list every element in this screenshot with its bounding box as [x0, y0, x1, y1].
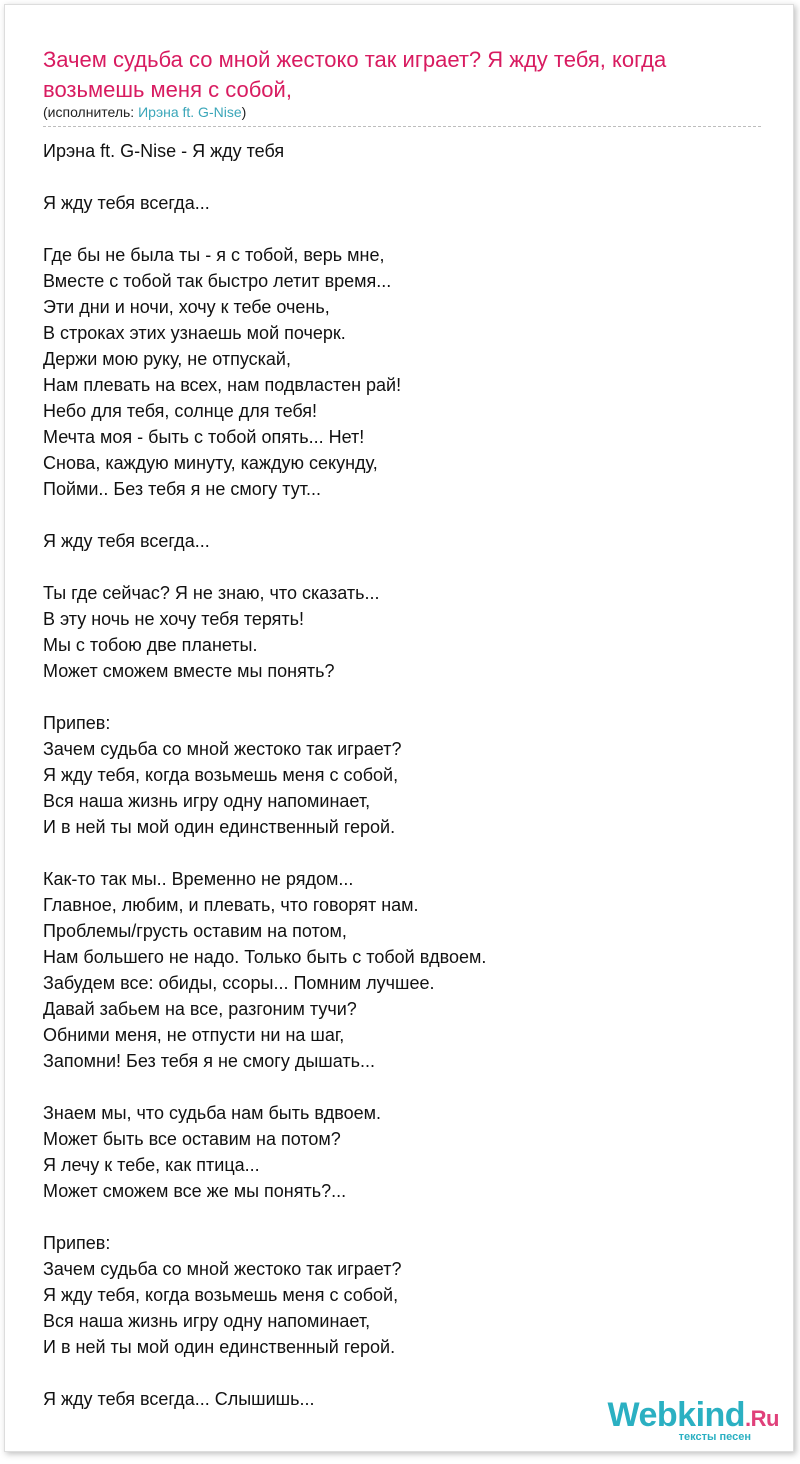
artist-line [43, 104, 246, 120]
lyric-line: Зачем судьба со мной жестоко так играет? [43, 739, 402, 759]
page-title: Зачем судьба со мной жестоко так играет? Я жду тебя, когда возьмешь меня с собой, [43, 47, 667, 102]
lyric-line [43, 164, 743, 190]
watermark-logo-tld: .Ru [745, 1406, 779, 1431]
lyrics-text [43, 138, 743, 1412]
lyric-line: Нам плевать на всех, нам подвластен рай! [43, 375, 402, 395]
lyric-line: Где бы не была ты - я с тобой, верь мне, [43, 245, 385, 265]
lyric-line: Может быть все оставим на потом? [43, 1129, 341, 1149]
lyric-line: Я жду тебя, когда возьмешь меня с собой, [43, 1285, 399, 1305]
lyric-line: И в ней ты мой один единственный герой. [43, 1337, 396, 1357]
lyric-line: Забудем все: обиды, ссоры... Помним лучшее. [43, 973, 435, 993]
lyric-line [43, 684, 743, 710]
lyric-line: Ирэна ft. G-Nise - Я жду тебя [43, 141, 285, 161]
lyric-line: Я лечу к тебе, как птица... [43, 1155, 260, 1175]
lyric-line: Я жду тебя, когда возьмешь меня с собой, [43, 765, 399, 785]
lyric-line: В строках этих узнаешь мой почерк. [43, 323, 346, 343]
watermark-logo-main: Webkind [607, 1396, 746, 1434]
lyric-line: И в ней ты мой один единственный герой. [43, 817, 396, 837]
lyric-line: Эти дни и ночи, хочу к тебе очень, [43, 297, 330, 317]
lyric-line: Знаем мы, что судьба нам быть вдвоем. [43, 1103, 381, 1123]
lyric-line [43, 840, 743, 866]
lyric-line: Как-то так мы.. Временно не рядом... [43, 869, 354, 889]
lyric-line: Вся наша жизнь игру одну напоминает, [43, 1311, 371, 1331]
lyric-line: Обними меня, не отпусти ни на шаг, [43, 1025, 345, 1045]
lyric-line: Я жду тебя всегда... Слышишь... [43, 1389, 315, 1409]
lyric-line: В эту ночь не хочу тебя терять! [43, 609, 305, 629]
site-watermark [608, 1397, 780, 1443]
lyric-line [43, 502, 743, 528]
lyric-line: Главное, любим, и плевать, что говорят нам. [43, 895, 419, 915]
artist-prefix: (исполнитель: [43, 104, 139, 120]
lyric-line [43, 216, 743, 242]
lyric-line: Вместе с тобой так быстро летит время... [43, 271, 392, 291]
artist-suffix: ) [241, 104, 247, 120]
lyric-line: Запомни! Без тебя я не смогу дышать... [43, 1051, 375, 1071]
artist-link[interactable]: Ирэна ft. G-Nise [138, 104, 242, 120]
lyric-line: Держи мою руку, не отпускай, [43, 349, 291, 369]
lyric-line: Может сможем все же мы понять?... [43, 1181, 347, 1201]
lyric-line: Мы с тобою две планеты. [43, 635, 258, 655]
lyric-line [43, 1074, 743, 1100]
lyric-line [43, 554, 743, 580]
lyric-line: Я жду тебя всегда... [43, 531, 210, 551]
watermark-subtitle: тексты песен [678, 1431, 751, 1443]
lyric-line [43, 1204, 743, 1230]
lyric-line: Припев: [43, 1233, 111, 1253]
lyric-line: Припев: [43, 713, 111, 733]
lyric-line: Снова, каждую минуту, каждую секунду, [43, 453, 378, 473]
divider [43, 126, 761, 127]
lyric-line: Вся наша жизнь игру одну напоминает, [43, 791, 371, 811]
lyric-line: Давай забьем на все, разгоним тучи? [43, 999, 357, 1019]
lyric-line: Мечта моя - быть с тобой опять... Нет! [43, 427, 365, 447]
lyric-line: Небо для тебя, солнце для тебя! [43, 401, 318, 421]
lyric-line: Зачем судьба со мной жестоко так играет? [43, 1259, 402, 1279]
lyrics-card [4, 4, 794, 1452]
lyric-line [43, 1360, 743, 1386]
lyric-line: Пойми.. Без тебя я не смогу тут... [43, 479, 321, 499]
lyric-line: Проблемы/грусть оставим на потом, [43, 921, 347, 941]
lyric-line: Может сможем вместе мы понять? [43, 661, 335, 681]
lyric-line: Нам большего не надо. Только быть с тобой вдвоем. [43, 947, 487, 967]
lyric-line: Я жду тебя всегда... [43, 193, 210, 213]
lyric-line: Ты где сейчас? Я не знаю, что сказать... [43, 583, 380, 603]
